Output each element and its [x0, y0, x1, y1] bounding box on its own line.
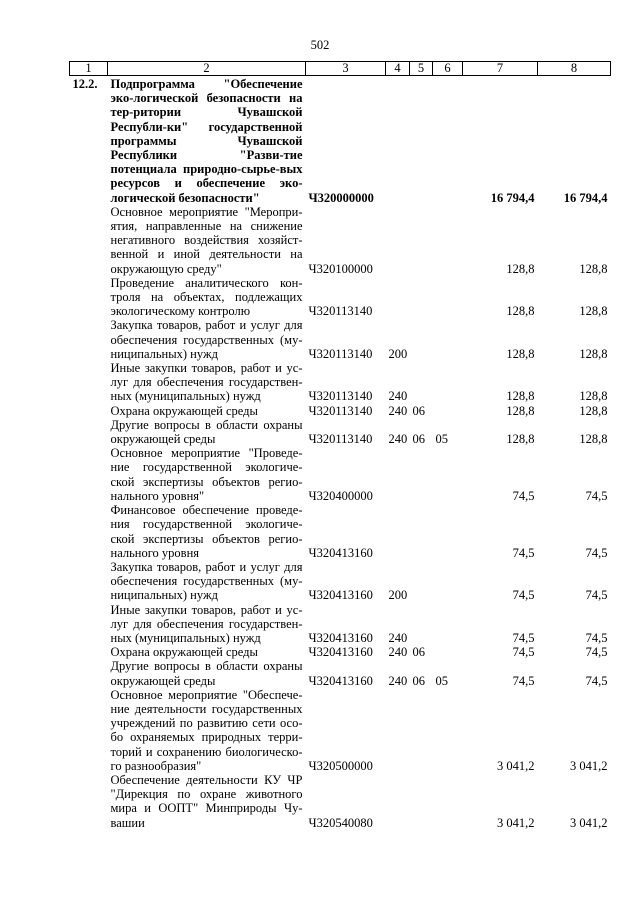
- budget-table: [69, 61, 611, 830]
- table-row: [70, 446, 611, 503]
- amount-col7: 128,8: [506, 403, 535, 418]
- amount-col8: 3 041,2: [570, 815, 608, 830]
- row-name: Охрана окружающей среды: [110, 645, 258, 660]
- amount-col8: 74,5: [585, 673, 608, 688]
- section: [410, 503, 433, 560]
- expense-type: [386, 503, 410, 560]
- subsection: [433, 205, 463, 276]
- section: [410, 276, 433, 319]
- table-row: [70, 659, 611, 687]
- amount-col7: 128,8: [506, 261, 535, 276]
- amount-col8: 128,8: [579, 403, 608, 418]
- section: [410, 318, 433, 361]
- amount-col7: 74,5: [512, 673, 535, 688]
- section: [410, 446, 433, 503]
- expense-type: [386, 276, 410, 319]
- table-row: [70, 503, 611, 560]
- section: 06: [412, 673, 425, 688]
- expense-type: [386, 76, 410, 205]
- amount-col7: 74,5: [512, 630, 535, 645]
- amount-col7: 74,5: [512, 545, 535, 560]
- section: [410, 560, 433, 603]
- column-header: 2: [108, 62, 306, 76]
- amount-col8: 74,5: [585, 645, 608, 660]
- expense-type: 240: [388, 389, 408, 404]
- target-code: Ч320000000: [308, 190, 374, 205]
- subsection: 05: [435, 432, 448, 447]
- row-number: [70, 404, 108, 418]
- row-name: Закупка товаров, работ и услуг для обеспечения государственных (му-ниципальных) нужд: [110, 559, 303, 603]
- expense-type: [386, 688, 410, 773]
- row-name: Охрана окружающей среды: [110, 403, 258, 418]
- target-code: Ч320413160: [308, 673, 373, 688]
- table-row: [70, 404, 611, 418]
- expense-type: 200: [388, 588, 408, 603]
- table-row: [70, 205, 611, 276]
- expense-type: 240: [388, 403, 408, 418]
- section: 06: [412, 645, 425, 660]
- target-code: Ч320113140: [308, 403, 373, 418]
- table-row: [70, 361, 611, 404]
- column-header: 7: [463, 62, 538, 76]
- column-header: 4: [386, 62, 410, 76]
- target-code: Ч320113140: [308, 346, 373, 361]
- table-row: [70, 645, 611, 659]
- section: [410, 773, 433, 830]
- column-header: 1: [70, 62, 108, 76]
- target-code: Ч320113140: [308, 304, 373, 319]
- amount-col7: 74,5: [512, 645, 535, 660]
- row-number: [70, 418, 108, 446]
- expense-type: [386, 205, 410, 276]
- row-number: [70, 659, 108, 687]
- table-row: [70, 688, 611, 773]
- amount-col7: 128,8: [506, 432, 535, 447]
- amount-col8: 74,5: [585, 588, 608, 603]
- section: [410, 205, 433, 276]
- row-number: [70, 205, 108, 276]
- page-number: 502: [310, 38, 330, 52]
- row-name: Другие вопросы в области охраны окружающей среды: [110, 659, 303, 688]
- expense-type: [386, 446, 410, 503]
- amount-col8: 128,8: [579, 346, 608, 361]
- amount-col7: 128,8: [506, 389, 535, 404]
- subsection: [433, 276, 463, 319]
- expense-type: 240: [388, 630, 408, 645]
- expense-type: 200: [388, 346, 408, 361]
- table-row: [70, 318, 611, 361]
- row-name: Иные закупки товаров, работ и ус-луг для обеспечения государствен-ных (муниципальных) нужд: [110, 361, 303, 404]
- subsection: [433, 560, 463, 603]
- row-number: [70, 361, 108, 404]
- row-number: 12.2.: [72, 77, 98, 91]
- target-code: Ч320413160: [308, 545, 373, 560]
- column-header: 3: [306, 62, 386, 76]
- row-name: Финансовое обеспечение проведе-ния государственной экологиче-ской экспертизы объектов регио-нального уровня: [110, 503, 303, 560]
- row-number: [70, 603, 108, 646]
- row-name: Иные закупки товаров, работ и ус-луг для обеспечения государствен-ных (муниципальных) нужд: [110, 602, 303, 645]
- amount-col8: 74,5: [585, 488, 608, 503]
- table-row: [70, 603, 611, 646]
- amount-col8: 74,5: [585, 630, 608, 645]
- section: [410, 361, 433, 404]
- target-code: Ч320113140: [308, 389, 373, 404]
- table-row: [70, 560, 611, 603]
- row-number: [70, 560, 108, 603]
- expense-type: 240: [388, 673, 408, 688]
- column-header: 6: [433, 62, 463, 76]
- amount-col8: 128,8: [579, 304, 608, 319]
- amount-col8: 128,8: [579, 389, 608, 404]
- row-name: Закупка товаров, работ и услуг для обеспечения государственных (му-ниципальных) нужд: [110, 318, 303, 361]
- subsection: [433, 318, 463, 361]
- row-name: Основное мероприятие "Обеспече-ние деятельности государственных учреждений по развитию сети осо-бо охраняемых природных терри-торий и сохранению биологическо-го разнообразия": [110, 687, 303, 773]
- target-code: Ч320413160: [308, 588, 373, 603]
- target-code: Ч320540080: [308, 815, 373, 830]
- row-number: [70, 645, 108, 659]
- amount-col7: 128,8: [506, 346, 535, 361]
- subsection: [433, 503, 463, 560]
- amount-col7: 3 041,2: [497, 815, 535, 830]
- row-name: Подпрограмма "Обеспечение эко-логической безопасности на тер-ритории Чувашской Республи-ки" государственной программы Чувашской Республики "Разви-тие потенциала природно-сырье-вых ресурсов и обеспечение эко-логической безопасности": [110, 77, 303, 205]
- amount-col8: 74,5: [585, 545, 608, 560]
- target-code: Ч320413160: [308, 630, 373, 645]
- amount-col8: 128,8: [579, 432, 608, 447]
- target-code: Ч320400000: [308, 488, 373, 503]
- section: [410, 76, 433, 205]
- header-row: [70, 62, 611, 76]
- table-row: [70, 76, 611, 205]
- expense-type: 240: [388, 432, 408, 447]
- expense-type: [386, 773, 410, 830]
- column-header: 8: [538, 62, 611, 76]
- amount-col7: 128,8: [506, 304, 535, 319]
- row-number: [70, 276, 108, 319]
- table-row: [70, 276, 611, 319]
- target-code: Ч320100000: [308, 261, 373, 276]
- subsection: [433, 76, 463, 205]
- amount-col8: 128,8: [579, 261, 608, 276]
- amount-col8: 16 794,4: [563, 190, 608, 205]
- row-name: Основное мероприятие "Меропри-ятия, направленные на снижение негативного воздействия хозяйст-венной и иной деятельности на окружающую среду": [110, 204, 303, 276]
- amount-col7: 3 041,2: [497, 758, 535, 773]
- subsection: [433, 361, 463, 404]
- target-code: Ч320113140: [308, 432, 373, 447]
- column-header: 5: [410, 62, 433, 76]
- subsection: [433, 404, 463, 418]
- amount-col7: 74,5: [512, 488, 535, 503]
- section: [410, 688, 433, 773]
- row-name: Проведение аналитического кон-троля на объектах, подлежащих экологическому контролю: [110, 275, 303, 319]
- expense-type: 240: [388, 645, 408, 660]
- row-name: Другие вопросы в области охраны окружающей среды: [110, 417, 303, 447]
- subsection: [433, 773, 463, 830]
- section: 06: [412, 403, 425, 418]
- target-code: Ч320413160: [308, 645, 373, 660]
- row-number: [70, 773, 108, 830]
- subsection: [433, 688, 463, 773]
- subsection: 05: [435, 673, 448, 688]
- amount-col7: 16 794,4: [490, 190, 535, 205]
- table-row: [70, 418, 611, 446]
- amount-col7: 74,5: [512, 588, 535, 603]
- row-number: [70, 688, 108, 773]
- subsection: [433, 603, 463, 646]
- row-number: [70, 446, 108, 503]
- table-row: [70, 773, 611, 830]
- row-number: [70, 503, 108, 560]
- row-name: Основное мероприятие "Проведе-ние государственной экологиче-ской экспертизы объектов регио-нального уровня": [110, 446, 303, 503]
- row-name: Обеспечение деятельности КУ ЧР "Дирекция по охране животного мира и ООПТ" Минприроды Чу-вашии: [110, 772, 303, 830]
- subsection: [433, 645, 463, 659]
- target-code: Ч320500000: [308, 758, 373, 773]
- section: 06: [412, 432, 425, 447]
- row-number: [70, 318, 108, 361]
- amount-col8: 3 041,2: [570, 758, 608, 773]
- section: [410, 603, 433, 646]
- subsection: [433, 446, 463, 503]
